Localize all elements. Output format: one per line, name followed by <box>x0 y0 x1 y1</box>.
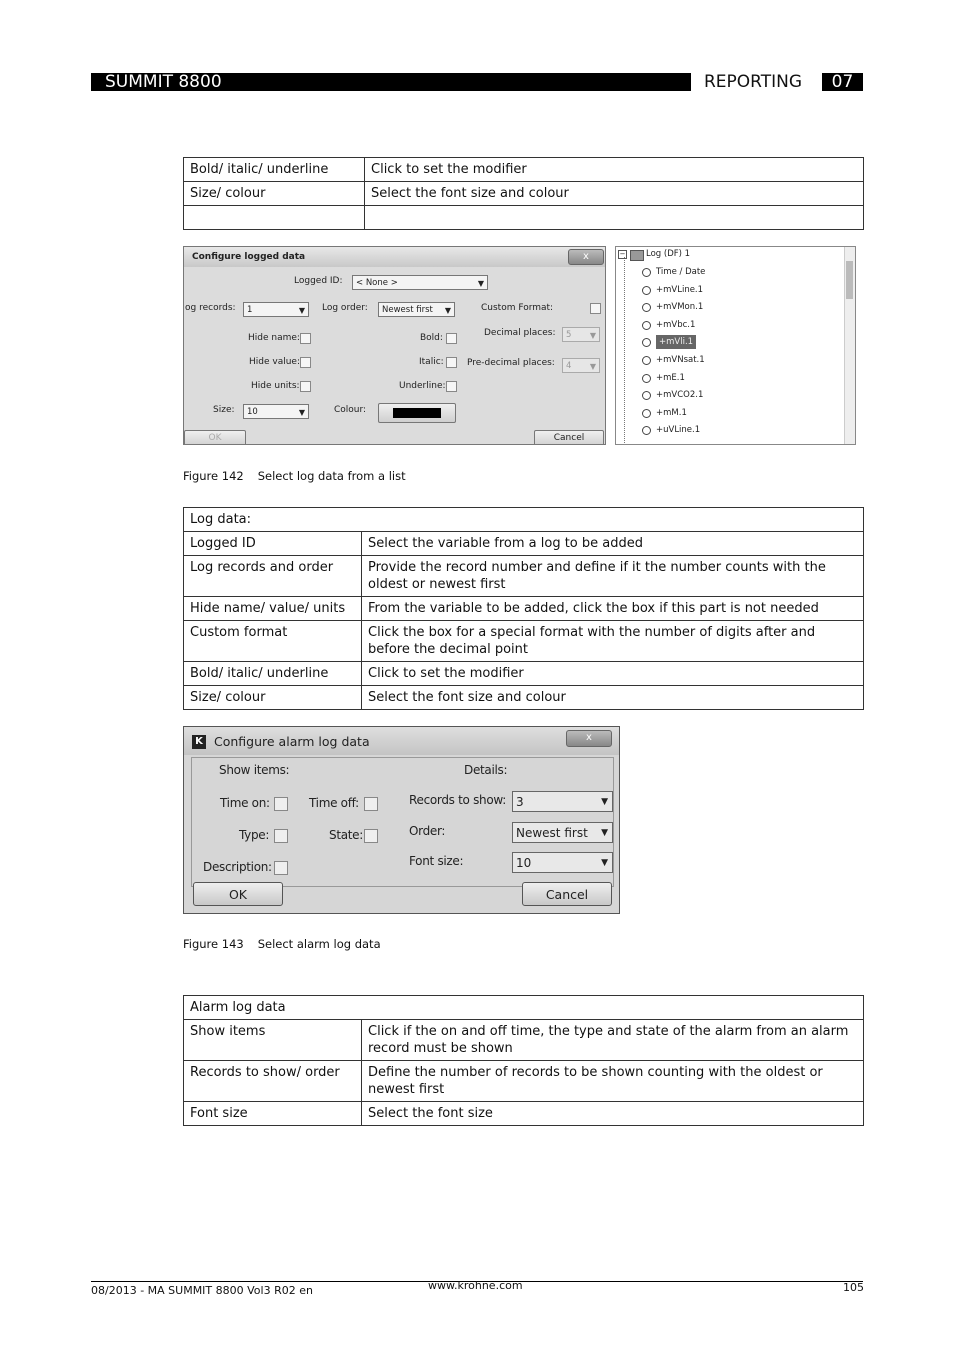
time-on-checkbox[interactable] <box>274 797 288 811</box>
alarm-log-table <box>183 995 864 1126</box>
table-header: Alarm log data <box>184 996 864 1020</box>
pre-decimal-value: 4 <box>566 361 572 371</box>
log-records-select[interactable] <box>243 302 309 317</box>
log-records-label: og records: <box>185 303 236 313</box>
dialog-title: Configure logged data <box>192 252 306 262</box>
scrollbar-thumb[interactable] <box>846 261 853 299</box>
variable-node-icon <box>642 374 651 383</box>
hide-name-label: Hide name: <box>248 333 300 343</box>
tree-item-label: +mVCO2.1 <box>656 390 704 401</box>
underline-checkbox[interactable] <box>446 381 457 392</box>
table-row <box>184 1020 864 1061</box>
table-row <box>184 532 864 556</box>
table-row <box>184 686 864 710</box>
cancel-button[interactable]: Cancel <box>534 430 604 445</box>
tree-guide-line <box>624 257 626 443</box>
colour-label: Colour: <box>334 405 367 415</box>
figure-number: Figure 142 <box>183 469 244 483</box>
variable-node-icon <box>642 338 651 347</box>
type-checkbox[interactable] <box>274 829 288 843</box>
table-cell: From the variable to be added, click the box if this part is not needed <box>362 597 864 621</box>
table-header-row <box>184 508 864 532</box>
pre-decimal-select[interactable] <box>562 358 600 373</box>
chevron-down-icon: ▼ <box>298 306 305 315</box>
hide-units-checkbox[interactable] <box>300 381 311 392</box>
logged-id-label: Logged ID: <box>294 276 343 286</box>
table-header: Log data: <box>184 508 864 532</box>
size-label: Size: <box>213 405 235 415</box>
table-cell <box>365 206 864 230</box>
log-order-value: Newest first <box>382 305 433 315</box>
tree-item-label: +mE.1 <box>656 372 685 383</box>
table-cell: Hide name/ value/ units <box>184 597 362 621</box>
table-cell: Click if the on and off time, the type and state of the alarm from an alarm record must be shown <box>362 1020 864 1061</box>
variable-node-icon <box>642 426 651 435</box>
table-row <box>184 1102 864 1126</box>
header-chapter: 07 <box>822 73 863 91</box>
figure-number: Figure 143 <box>183 937 244 951</box>
table-cell: Font size <box>184 1102 362 1126</box>
records-to-show-label: Records to show: <box>409 793 506 807</box>
records-to-show-value: 3 <box>516 795 524 809</box>
description-label: Description: <box>203 860 272 874</box>
chevron-down-icon: ▼ <box>589 362 596 371</box>
dialog-titlebar <box>184 727 619 755</box>
logged-id-select[interactable] <box>352 275 488 290</box>
figure-caption <box>183 469 406 483</box>
table-header-row <box>184 996 864 1020</box>
hide-units-label: Hide units: <box>251 381 300 391</box>
logged-id-value: < None > <box>356 278 398 288</box>
variable-node-icon <box>642 303 651 312</box>
folder-icon <box>630 250 644 261</box>
table-cell: Bold/ italic/ underline <box>184 158 365 182</box>
dialog-title: Configure alarm log data <box>214 734 370 749</box>
table-cell: Bold/ italic/ underline <box>184 662 362 686</box>
table-row <box>184 662 864 686</box>
order-select[interactable] <box>512 822 613 843</box>
log-order-label: Log order: <box>322 303 368 313</box>
tree-item-label: +mM.1 <box>656 407 687 418</box>
scrollbar[interactable] <box>844 247 855 444</box>
tree-item-label: +mVbc.1 <box>656 319 696 330</box>
footer-doc-id: 08/2013 - MA SUMMIT 8800 Vol3 R02 en <box>91 1284 313 1297</box>
variable-node-icon <box>642 286 651 295</box>
table-row <box>184 206 864 230</box>
decimal-places-select[interactable] <box>562 327 600 342</box>
tree-item-label: +mVMon.1 <box>656 302 704 313</box>
table-cell: Click to set the modifier <box>365 158 864 182</box>
table-cell: Select the font size and colour <box>362 686 864 710</box>
table-cell: Show items <box>184 1020 362 1061</box>
table-cell: Custom format <box>184 621 362 662</box>
cancel-button[interactable]: Cancel <box>522 882 612 906</box>
log-data-table <box>183 507 864 710</box>
header-product: SUMMIT 8800 <box>105 72 222 92</box>
table-cell: Size/ colour <box>184 182 365 206</box>
ok-button[interactable]: OK <box>193 882 283 906</box>
table-row <box>184 158 864 182</box>
table-cell: Logged ID <box>184 532 362 556</box>
tree-item-label: +mVLine.1 <box>656 284 704 295</box>
table-cell: Select the font size and colour <box>365 182 864 206</box>
chevron-down-icon: ▼ <box>477 279 484 288</box>
log-order-select[interactable] <box>378 302 455 317</box>
table-cell: Select the font size <box>362 1102 864 1126</box>
font-size-value: 10 <box>516 856 532 870</box>
log-records-value: 1 <box>247 305 253 315</box>
type-label: Type: <box>239 828 270 842</box>
variable-node-icon <box>642 356 651 365</box>
state-checkbox[interactable] <box>364 829 378 843</box>
time-off-checkbox[interactable] <box>364 797 378 811</box>
header-product-bar <box>91 73 691 91</box>
italic-checkbox[interactable] <box>446 357 457 368</box>
variable-node-icon <box>642 321 651 330</box>
underline-label: Underline: <box>399 381 446 391</box>
table-cell: Provide the record number and define if it the number counts with the oldest or newest first <box>362 556 864 597</box>
table-cell: Click to set the modifier <box>362 662 864 686</box>
chevron-down-icon: ▼ <box>601 858 608 868</box>
tree-root[interactable]: Log (DF) 1 <box>646 249 691 259</box>
footer-website[interactable]: www.krohne.com <box>428 1279 523 1292</box>
chevron-down-icon: ▼ <box>444 306 451 315</box>
figure-text: Select alarm log data <box>257 937 381 951</box>
tree-item-label: Time / Date <box>656 267 706 277</box>
order-value: Newest first <box>516 826 588 840</box>
time-on-label: Time on: <box>220 796 270 810</box>
table-row <box>184 182 864 206</box>
close-button[interactable]: x <box>566 730 612 747</box>
dialog-titlebar <box>184 247 605 267</box>
decimal-places-value: 5 <box>566 330 572 340</box>
table-cell: Click the box for a special format with the number of digits after and before the decimal point <box>362 621 864 662</box>
configure-alarm-log-dialog <box>183 726 620 914</box>
table-cell: Define the number of records to be shown counting with the oldest or newest first <box>362 1061 864 1102</box>
footer-page-number: 105 <box>843 1281 864 1294</box>
table-cell: Records to show/ order <box>184 1061 362 1102</box>
custom-format-checkbox[interactable] <box>590 303 601 314</box>
table-cell <box>184 206 365 230</box>
table-row <box>184 621 864 662</box>
variable-node-icon <box>642 391 651 400</box>
chevron-down-icon: ▼ <box>601 797 608 807</box>
log-variable-tree <box>615 246 856 445</box>
size-value: 10 <box>247 407 258 417</box>
table-cell: Log records and order <box>184 556 362 597</box>
state-label: State: <box>329 828 364 842</box>
colour-picker[interactable] <box>378 403 456 423</box>
size-select[interactable] <box>243 404 309 419</box>
details-label: Details: <box>464 763 508 777</box>
order-label: Order: <box>409 824 446 838</box>
tree-item-label: +mVNsat.1 <box>656 355 705 365</box>
chevron-down-icon: ▼ <box>589 331 596 340</box>
tree-item-label: +mVli.1 <box>656 335 696 349</box>
header-section: REPORTING <box>704 72 803 92</box>
table-row <box>184 556 864 597</box>
modifier-table <box>183 157 864 230</box>
decimal-places-label: Decimal places: <box>484 328 556 338</box>
records-to-show-select[interactable] <box>512 791 613 812</box>
hide-value-checkbox[interactable] <box>300 357 311 368</box>
configure-logged-data-dialog <box>183 246 606 445</box>
collapse-icon[interactable]: − <box>619 250 626 258</box>
show-items-label: Show items: <box>219 763 290 777</box>
close-button[interactable]: x <box>568 249 604 265</box>
font-size-select[interactable] <box>512 852 613 873</box>
custom-format-label: Custom Format: <box>481 303 554 313</box>
description-checkbox[interactable] <box>274 861 288 875</box>
ok-button[interactable]: OK <box>184 430 246 445</box>
hide-name-checkbox[interactable] <box>300 333 311 344</box>
bold-checkbox[interactable] <box>446 333 457 344</box>
figure-text: Select log data from a list <box>257 469 406 483</box>
chevron-down-icon: ▼ <box>601 828 608 838</box>
table-row <box>184 1061 864 1102</box>
italic-label: Italic: <box>419 357 444 367</box>
chevron-down-icon: ▼ <box>298 408 305 417</box>
dialog-content <box>191 757 614 887</box>
bold-label: Bold: <box>420 333 443 343</box>
colour-swatch <box>393 408 441 418</box>
table-cell: Size/ colour <box>184 686 362 710</box>
table-cell: Select the variable from a log to be added <box>362 532 864 556</box>
variable-node-icon <box>642 268 651 277</box>
tree-item-label: +uVLine.1 <box>656 425 701 436</box>
hide-value-label: Hide value: <box>249 357 300 367</box>
figure-caption <box>183 937 381 951</box>
pre-decimal-label: Pre-decimal places: <box>467 358 555 368</box>
time-off-label: Time off: <box>309 796 359 810</box>
app-logo-icon: K <box>192 735 206 749</box>
font-size-label: Font size: <box>409 854 464 868</box>
variable-node-icon <box>642 409 651 418</box>
table-row <box>184 597 864 621</box>
